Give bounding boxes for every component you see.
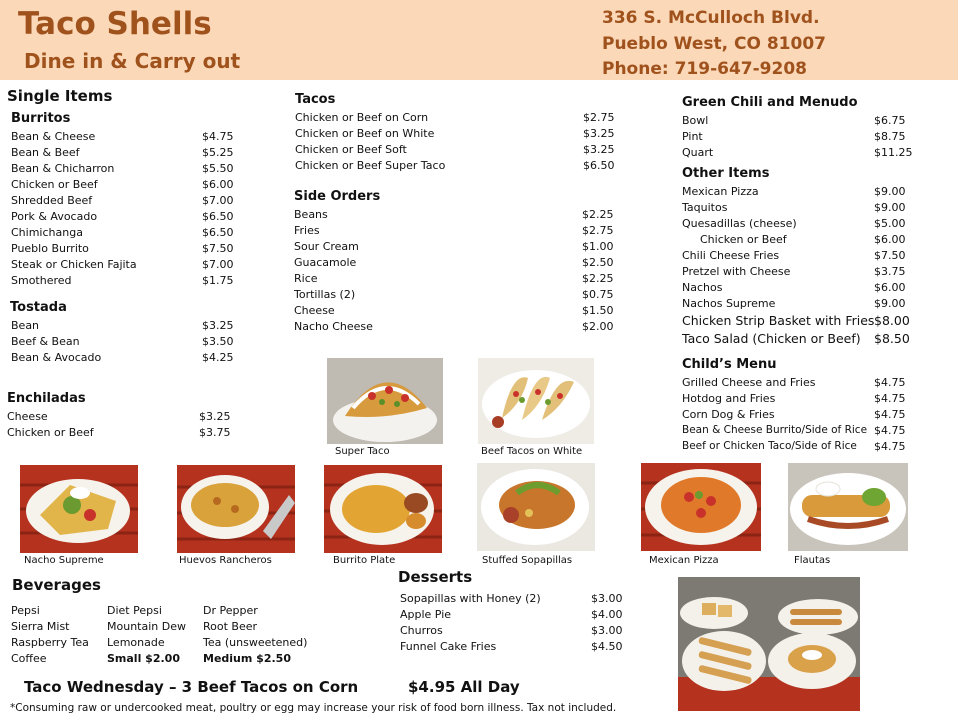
menu-item-name: Chicken or Beef on White <box>295 127 435 140</box>
tacos-heading: Tacos <box>295 92 336 107</box>
menu-item-price: $4.50 <box>591 640 623 653</box>
menu-item-name: Fries <box>294 224 320 237</box>
footer-disclaimer: *Consuming raw or undercooked meat, poultry or egg may increase your risk of food born illness. Tax not included. <box>10 702 617 714</box>
beverage-item: Diet Pepsi <box>107 604 162 617</box>
menu-item-price: $6.00 <box>202 178 234 191</box>
menu-item-name: Taco Salad (Chicken or Beef) <box>682 331 861 346</box>
beverage-size-price: Small $2.00 <box>107 652 180 665</box>
stuffed-sopapillas-photo <box>477 463 595 551</box>
menu-item-price: $4.75 <box>874 376 906 389</box>
tostada-heading: Tostada <box>10 300 67 315</box>
menu-item-name: Grilled Cheese and Fries <box>682 376 816 389</box>
mexican-pizza-photo <box>641 463 761 551</box>
menu-item-price: $3.00 <box>591 592 623 605</box>
menu-item-name: Bean & Chicharron <box>11 162 115 175</box>
burrito-plate-photo <box>324 465 442 553</box>
menu-item-name: Funnel Cake Fries <box>400 640 497 653</box>
promo-text: Taco Wednesday – 3 Beef Tacos on Corn <box>24 678 359 696</box>
address-line-2: Pueblo West, CO 81007 <box>602 34 826 54</box>
photo-caption: Flautas <box>794 555 831 566</box>
menu-item-name: Rice <box>294 272 318 285</box>
beverage-item: Pepsi <box>11 604 40 617</box>
menu-item-name: Cheese <box>7 410 48 423</box>
menu-item-name: Chicken or Beef <box>7 426 94 439</box>
nacho-supreme-photo <box>20 465 138 553</box>
beverage-item: Raspberry Tea <box>11 636 89 649</box>
menu-item-price: $2.75 <box>582 224 614 237</box>
menu-item-name: Chili Cheese Fries <box>682 249 780 262</box>
menu-item-name: Sour Cream <box>294 240 359 253</box>
menu-item-name: Churros <box>400 624 443 637</box>
photo-caption: Burrito Plate <box>333 555 396 566</box>
menu-item-price: $3.25 <box>583 143 615 156</box>
menu-item-price: $3.25 <box>199 410 231 423</box>
menu-item-price: $4.75 <box>874 408 906 421</box>
menu-item-price: $8.75 <box>874 130 906 143</box>
desserts-heading: Desserts <box>398 568 473 586</box>
beverage-item: Mountain Dew <box>107 620 186 633</box>
menu-item-name: Tortillas (2) <box>294 288 356 301</box>
desserts-photo <box>678 577 860 711</box>
menu-item-price: $2.75 <box>583 111 615 124</box>
menu-item-name: Smothered <box>11 274 72 287</box>
photo-caption: Nacho Supreme <box>24 555 104 566</box>
menu-item-name: Bean & Beef <box>11 146 80 159</box>
menu-item-name: Sopapillas with Honey (2) <box>400 592 541 605</box>
menu-item-name: Nachos Supreme <box>682 297 776 310</box>
photo-caption: Mexican Pizza <box>649 555 719 566</box>
menu-item-name: Apple Pie <box>400 608 452 621</box>
menu-item-price: $3.25 <box>202 319 234 332</box>
address-line-1: 336 S. McCulloch Blvd. <box>602 8 820 28</box>
beverages-heading: Beverages <box>12 576 101 594</box>
menu-item-price: $2.25 <box>582 272 614 285</box>
flautas-photo <box>788 463 908 551</box>
menu-item-name: Chicken or Beef on Corn <box>295 111 429 124</box>
menu-item-name: Chimichanga <box>11 226 83 239</box>
menu-item-price: $1.00 <box>582 240 614 253</box>
burritos-heading: Burritos <box>11 111 71 126</box>
menu-item-price: $4.75 <box>874 392 906 405</box>
menu-item-price: $11.25 <box>874 146 913 159</box>
menu-item-name: Shredded Beef <box>11 194 93 207</box>
promo-price: $4.95 All Day <box>408 678 520 696</box>
menu-item-name: Bowl <box>682 114 709 127</box>
menu-item-name: Nacho Cheese <box>294 320 373 333</box>
childs-menu-heading: Child’s Menu <box>682 357 777 372</box>
menu-item-name: Quesadillas (cheese) <box>682 217 797 230</box>
beverage-item: Sierra Mist <box>11 620 70 633</box>
menu-item-name: Bean & Cheese <box>11 130 96 143</box>
menu-item-name: Beans <box>294 208 328 221</box>
menu-item-price: $6.00 <box>874 233 906 246</box>
beverage-item: Coffee <box>11 652 47 665</box>
menu-item-price: $2.00 <box>582 320 614 333</box>
menu-item-price: $1.75 <box>202 274 234 287</box>
menu-item-price: $2.50 <box>582 256 614 269</box>
menu-item-price: $5.00 <box>874 217 906 230</box>
menu-item-price: $9.00 <box>874 297 906 310</box>
menu-item-name: Bean & Cheese Burrito/Side of Rice <box>682 424 868 436</box>
beverage-size-price: Medium $2.50 <box>203 652 291 665</box>
menu-item-price: $5.25 <box>202 146 234 159</box>
menu-item-price: $3.25 <box>583 127 615 140</box>
menu-item-name: Quart <box>682 146 714 159</box>
menu-item-name: Pretzel with Cheese <box>682 265 791 278</box>
menu-item-name: Pint <box>682 130 703 143</box>
photo-caption: Super Taco <box>335 446 390 457</box>
menu-item-price: $5.50 <box>202 162 234 175</box>
menu-item-price: $7.50 <box>202 242 234 255</box>
menu-item-name: Beef & Bean <box>11 335 80 348</box>
photo-caption: Beef Tacos on White <box>481 446 583 457</box>
menu-item-price: $4.75 <box>874 440 906 453</box>
menu-item-name: Pork & Avocado <box>11 210 98 223</box>
menu-item-price: $6.75 <box>874 114 906 127</box>
menu-item-name: Steak or Chicken Fajita <box>11 258 137 271</box>
menu-item-price: $8.00 <box>874 313 910 328</box>
menu-item-price: $4.75 <box>874 424 906 437</box>
menu-item-price: $6.50 <box>202 226 234 239</box>
beverage-item: Tea (unsweetened) <box>203 636 308 649</box>
menu-item-name: Guacamole <box>294 256 357 269</box>
menu-item-price: $7.00 <box>202 258 234 271</box>
menu-item-price: $9.00 <box>874 201 906 214</box>
menu-item-name: Chicken or Beef Soft <box>295 143 407 156</box>
menu-item-name: Chicken Strip Basket with Fries <box>682 313 875 328</box>
menu-item-price: $4.75 <box>202 130 234 143</box>
restaurant-name: Taco Shells <box>18 6 212 42</box>
menu-item-name: Bean & Avocado <box>11 351 102 364</box>
menu-item-price: $4.00 <box>591 608 623 621</box>
menu-item-name: Mexican Pizza <box>682 185 759 198</box>
menu-item-price: $3.75 <box>874 265 906 278</box>
menu-item-name: Hotdog and Fries <box>682 392 776 405</box>
menu-item-name: Nachos <box>682 281 723 294</box>
side-orders-heading: Side Orders <box>294 189 381 204</box>
menu-item-name: Beef or Chicken Taco/Side of Rice <box>682 440 857 452</box>
menu-item-price: $7.50 <box>874 249 906 262</box>
menu-item-price: $8.50 <box>874 331 910 346</box>
menu-item-price: $6.50 <box>583 159 615 172</box>
green-chili-heading: Green Chili and Menudo <box>682 95 858 110</box>
menu-item-price: $0.75 <box>582 288 614 301</box>
photo-caption: Stuffed Sopapillas <box>482 555 573 566</box>
phone-number: Phone: 719-647-9208 <box>602 59 807 79</box>
other-items-heading: Other Items <box>682 166 770 181</box>
header-banner <box>0 0 958 80</box>
menu-item-price: $1.50 <box>582 304 614 317</box>
menu-item-price: $4.25 <box>202 351 234 364</box>
beverage-item: Root Beer <box>203 620 258 633</box>
enchiladas-heading: Enchiladas <box>7 391 86 406</box>
menu-item-name: Pueblo Burrito <box>11 242 89 255</box>
menu-item-price: $2.25 <box>582 208 614 221</box>
beverage-item: Dr Pepper <box>203 604 258 617</box>
menu-item-price: $3.50 <box>202 335 234 348</box>
menu-item-name: Taquitos <box>682 201 728 214</box>
menu-item-name: Chicken or Beef <box>700 233 787 246</box>
menu-item-price: $6.00 <box>874 281 906 294</box>
menu-item-price: $6.50 <box>202 210 234 223</box>
beverage-item: Lemonade <box>107 636 165 649</box>
menu-item-price: $3.75 <box>199 426 231 439</box>
photo-caption: Huevos Rancheros <box>179 555 272 566</box>
menu-item-name: Corn Dog & Fries <box>682 408 775 421</box>
super-taco-photo <box>327 358 443 444</box>
single-items-heading: Single Items <box>7 87 113 105</box>
huevos-rancheros-photo <box>177 465 295 553</box>
menu-item-price: $9.00 <box>874 185 906 198</box>
menu-item-name: Cheese <box>294 304 335 317</box>
beef-tacos-white-photo <box>478 358 594 444</box>
menu-item-name: Bean <box>11 319 40 332</box>
menu-item-price: $3.00 <box>591 624 623 637</box>
menu-item-name: Chicken or Beef Super Taco <box>295 159 446 172</box>
menu-item-price: $7.00 <box>202 194 234 207</box>
restaurant-tagline: Dine in & Carry out <box>24 49 241 73</box>
menu-item-name: Chicken or Beef <box>11 178 98 191</box>
